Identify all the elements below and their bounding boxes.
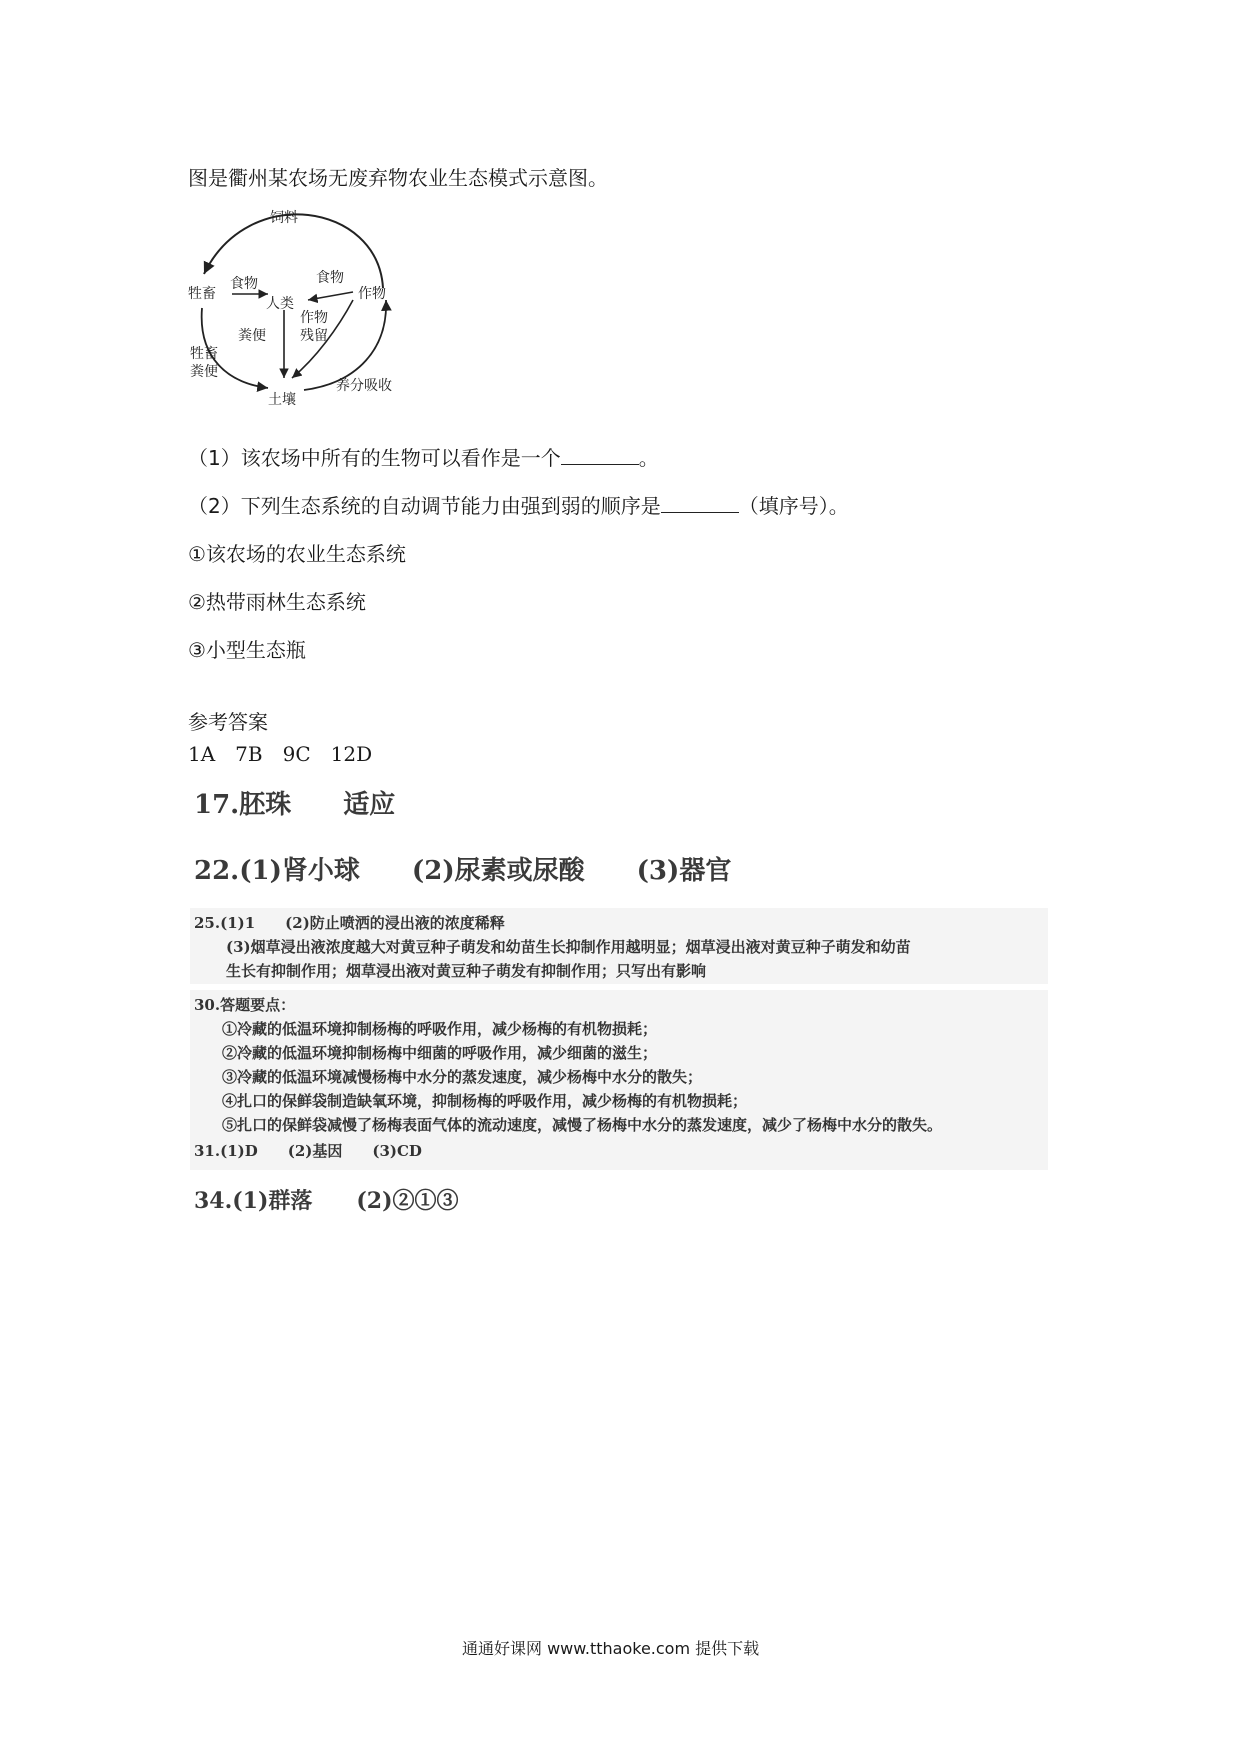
label-livestock-feces-2: 粪便 — [190, 364, 218, 380]
question-1-text: （1）该农场中所有的生物可以看作是一个 — [188, 446, 561, 470]
answer-blank-2[interactable] — [661, 494, 739, 513]
answer-22: 22.(1)肾小球 (2)尿素或尿酸 (3)器官 — [194, 856, 732, 886]
footer-text: 通通好课网 www.tthaoke.com 提供下载 — [462, 1639, 760, 1658]
question-2 — [188, 490, 849, 519]
answer-30-point-1: ①冷藏的低温环境抑制杨梅的呼吸作用，减少杨梅的有机物损耗； — [222, 1020, 658, 1038]
label-feed: 饲料 — [270, 210, 298, 226]
label-crop-residue-1: 作物 — [300, 310, 328, 326]
answer-30-point-2: ②冷藏的低温环境抑制杨梅中细菌的呼吸作用，减少细菌的滋生； — [222, 1044, 658, 1062]
answers-heading: 参考答案 — [188, 710, 268, 734]
answer-30-point-3: ③冷藏的低温环境减慢杨梅中水分的蒸发速度，减少杨梅中水分的散失； — [222, 1068, 703, 1086]
label-soil: 土壤 — [268, 392, 296, 408]
answer-25-line-2: (3)烟草浸出液浓度越大对黄豆种子萌发和幼苗生长抑制作用越明显；烟草浸出液对黄豆种子萌发和幼苗 — [226, 938, 911, 956]
label-food-left: 食物 — [230, 276, 258, 292]
answer-17: 17.胚珠 适应 — [194, 790, 396, 820]
answer-25-line-3: 生长有抑制作用；烟草浸出液对黄豆种子萌发有抑制作用；只写出有影响 — [226, 962, 707, 980]
label-nutrient: 养分吸收 — [336, 378, 392, 394]
intro-text: 图是衢州某农场无废弃物农业生态模式示意图。 — [188, 166, 608, 190]
answer-blank-1[interactable] — [561, 446, 639, 465]
option-1: ①该农场的农业生态系统 — [188, 542, 406, 566]
label-livestock: 牲畜 — [188, 286, 216, 302]
answer-34: 34.(1)群落 (2)②①③ — [194, 1188, 459, 1214]
question-2-text: （2）下列生态系统的自动调节能力由强到弱的顺序是 — [188, 494, 661, 518]
answer-31: 31.(1)D (2)基因 (3)CD — [194, 1142, 422, 1160]
question-2-end: （填序号）。 — [738, 494, 849, 518]
answer-30-point-5: ⑤扎口的保鲜袋减慢了杨梅表面气体的流动速度，减慢了杨梅中水分的蒸发速度，减少了杨梅中水分的散失。 — [222, 1116, 943, 1134]
label-crop-residue-2: 残留 — [300, 328, 328, 344]
answer-25-line-1: 25.(1)1 (2)防止喷洒的浸出液的浓度稀释 — [194, 914, 505, 932]
label-livestock-feces-1: 牲畜 — [190, 346, 218, 362]
ecosystem-diagram — [188, 198, 448, 410]
label-crops: 作物 — [358, 286, 386, 302]
answer-30-point-4: ④扎口的保鲜袋制造缺氧环境，抑制杨梅的呼吸作用，减少杨梅的有机物损耗； — [222, 1092, 748, 1110]
option-3: ③小型生态瓶 — [188, 638, 306, 662]
question-1-end: 。 — [638, 446, 659, 470]
food-right-arrow — [308, 292, 353, 300]
answers-mc: 1A 7B 9C 12D — [188, 742, 373, 766]
answer-30-heading: 30.答题要点： — [194, 996, 296, 1014]
question-1 — [188, 442, 659, 471]
label-feces: 粪便 — [238, 328, 266, 344]
option-2: ②热带雨林生态系统 — [188, 590, 366, 614]
label-food-right: 食物 — [316, 270, 344, 286]
label-human: 人类 — [266, 296, 294, 312]
